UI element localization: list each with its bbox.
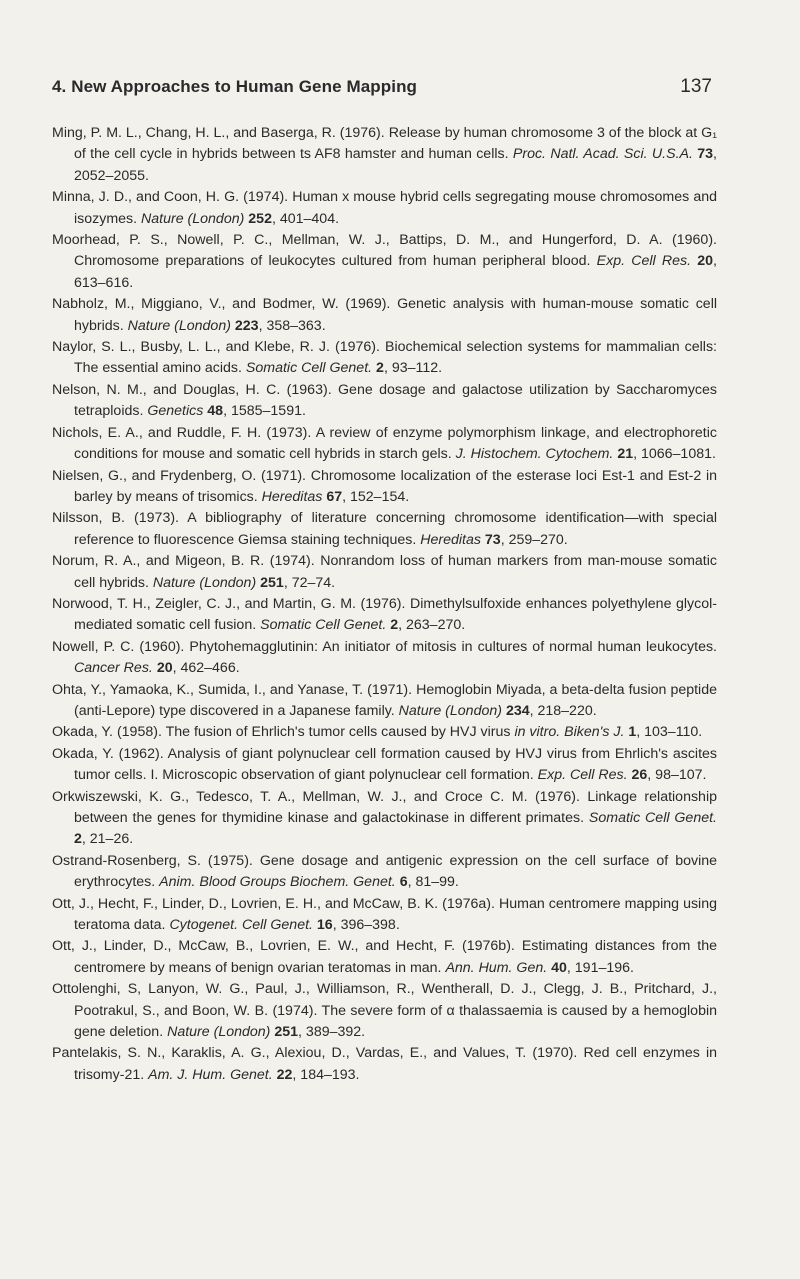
reference-entry	[52, 466, 717, 509]
reference-text: Minna, J. D., and Coon, H. G. (1974). Human x mouse hybrid cells segregating mouse chromosomes and isozymes.	[52, 189, 717, 227]
reference-entry	[52, 380, 717, 423]
reference-entry	[52, 787, 717, 851]
reference-entry	[52, 594, 717, 637]
page-range: , 72–74.	[283, 574, 336, 591]
reference-text: Moorhead, P. S., Nowell, P. C., Mellman, W. J., Battips, D. M., and Hungerford, D. A. (1960). Chromosome preparations of leukocytes cultured from human peripheral blood.	[52, 232, 717, 270]
reference-entry	[52, 979, 717, 1043]
reference-entry	[52, 744, 717, 787]
reference-text: Nilsson, B. (1973). A bibliography of literature concerning chromosome identification—with special reference to fluorescence Giemsa staining techniques.	[52, 510, 717, 548]
running-title: 4. New Approaches to Human Gene Mapping	[52, 77, 418, 96]
journal-name: Am. J. Hum. Genet.	[148, 1066, 273, 1083]
journal-name: in vitro. Biken's J.	[514, 724, 625, 741]
reference-text: Ming, P. M. L., Chang, H. L., and Baserga, R. (1976). Release by human chromosome 3 of the block at G₁ of the cell cycle in hybrids between ts AF8 hamster and human cells.	[52, 125, 717, 163]
reference-text: Nielsen, G., and Frydenberg, O. (1971). Chromosome localization of the esterase loci Est-1 and Est-2 in barley by means of trisomics.	[52, 467, 717, 505]
volume-number: 252	[248, 210, 272, 227]
volume-number: 20	[697, 253, 714, 270]
journal-name: Ann. Hum. Gen.	[445, 959, 548, 976]
page-range: , 1066–1081.	[633, 446, 716, 463]
reference-entry	[52, 187, 717, 230]
journal-name: Genetics	[147, 403, 204, 420]
volume-number: 40	[551, 959, 567, 976]
reference-text: Ott, J., Hecht, F., Linder, D., Lovrien, E. H., and McCaw, B. K. (1976a). Human centromere mapping using teratoma data.	[52, 895, 717, 934]
journal-name: Somatic Cell Genet.	[260, 617, 387, 634]
reference-text: Nabholz, M., Miggiano, V., and Bodmer, W. (1969). Genetic analysis with human-mouse somatic cell hybrids.	[52, 296, 717, 334]
page-range: , 184–193.	[292, 1066, 360, 1083]
volume-number: 16	[316, 917, 333, 934]
reference-text: Orkwiszewski, K. G., Tedesco, T. A., Mellman, W. J., and Croce C. M. (1976). Linkage relationship between the genes for thymidine kinase and galactokinase in different primates.	[52, 788, 717, 826]
reference-entry	[52, 423, 717, 466]
volume-number: 73	[484, 531, 501, 548]
reference-entry	[52, 851, 717, 894]
reference-entry	[52, 637, 717, 680]
page-number: 137	[680, 76, 712, 97]
journal-name: Nature (London)	[152, 574, 257, 591]
page-range: , 259–270.	[500, 531, 568, 548]
page-range: , 81–99.	[407, 874, 459, 891]
reference-text: Ott, J., Linder, D., McCaw, B., Lovrien, E. W., and Hecht, F. (1976b). Estimating distances from the centromere by means of benign ovarian teratomas in man.	[52, 938, 717, 976]
page-range: , 218–220.	[529, 702, 597, 719]
journal-name: Nature (London)	[398, 702, 502, 719]
volume-number: 22	[276, 1066, 293, 1083]
volume-number: 73	[697, 146, 714, 163]
page-range: , 191–196.	[566, 959, 634, 976]
reference-text: Ostrand-Rosenberg, S. (1975). Gene dosage and antigenic expression on the cell surface of bovine erythrocytes.	[52, 852, 717, 891]
reference-entry	[52, 680, 717, 723]
volume-number: 2	[390, 617, 399, 634]
page-range: , 462–466.	[172, 660, 240, 677]
volume-number: 2	[376, 360, 384, 377]
page-range: , 358–363.	[258, 317, 326, 334]
volume-number: 21	[617, 446, 634, 463]
volume-number: 251	[260, 574, 284, 591]
volume-number: 1	[628, 724, 637, 741]
reference-text: Pantelakis, S. N., Karaklis, A. G., Alexiou, D., Vardas, E., and Values, T. (1970). Red cell enzymes in trisomy-21.	[52, 1045, 717, 1083]
reference-entry	[52, 894, 717, 937]
volume-number: 223	[234, 317, 259, 334]
reference-text: Norwood, T. H., Zeigler, C. J., and Martin, G. M. (1976). Dimethylsulfoxide enhances polyethylene glycol-mediated somatic cell fusion.	[52, 595, 717, 634]
page-range: , 613–616.	[74, 253, 717, 291]
journal-name: Proc. Natl. Acad. Sci. U.S.A.	[512, 146, 693, 163]
reference-entry	[52, 337, 717, 380]
journal-name: Exp. Cell Res.	[537, 767, 628, 784]
page-range: , 263–270.	[398, 617, 466, 634]
reference-text: Nichols, E. A., and Ruddle, F. H. (1973). A review of enzyme polymorphism linkage, and electrophoretic conditions for mouse and somatic cell hybrids in starch gels.	[52, 424, 717, 463]
page-range: , 396–398.	[332, 917, 400, 934]
reference-text: Naylor, S. L., Busby, L. L., and Klebe, R. J. (1976). Biochemical selection systems for mammalian cells: The essential amino acids.	[52, 339, 717, 377]
reference-text: Nelson, N. M., and Douglas, H. C. (1963). Gene dosage and galactose utilization by Saccharomyces tetraploids.	[52, 381, 717, 420]
reference-list	[52, 123, 717, 1086]
reference-entry	[52, 551, 717, 594]
reference-entry	[52, 294, 717, 337]
journal-name: Nature (London)	[127, 317, 231, 334]
page-range: , 2052–2055.	[74, 146, 717, 184]
volume-number: 251	[274, 1024, 299, 1041]
volume-number: 6	[399, 874, 408, 891]
volume-number: 20	[156, 660, 173, 677]
reference-text: Ohta, Y., Yamaoka, K., Sumida, I., and Yanase, T. (1971). Hemoglobin Miyada, a beta-delta fusion peptide (anti-Lepore) type discovered in a Japanese family.	[52, 681, 717, 719]
page-range: , 93–112.	[383, 360, 443, 377]
volume-number: 67	[326, 488, 343, 505]
reference-entry	[52, 508, 717, 551]
journal-name: Cancer Res.	[74, 660, 153, 677]
journal-name: Hereditas	[261, 488, 323, 505]
reference-text: Okada, Y. (1958). The fusion of Ehrlich's tumor cells caused by HVJ virus	[52, 724, 515, 741]
reference-text: Okada, Y. (1962). Analysis of giant polynuclear cell formation caused by HVJ virus from Ehrlich's ascites tumor cells. I. Microscopic observation of giant polynuclear cell formation.	[52, 745, 717, 784]
journal-name: Exp. Cell Res.	[596, 253, 692, 270]
journal-name: Anim. Blood Groups Biochem. Genet.	[159, 874, 396, 891]
journal-name: Nature (London)	[167, 1024, 271, 1041]
journal-name: Hereditas	[420, 531, 481, 548]
page-range: , 98–107.	[647, 767, 707, 784]
reference-entry	[52, 936, 717, 979]
volume-number: 234	[505, 702, 530, 719]
page-header	[52, 76, 712, 98]
page-range: , 401–404.	[271, 210, 340, 227]
reference-entry	[52, 230, 717, 294]
page-range: , 1585–1591.	[223, 403, 306, 420]
reference-text: Ottolenghi, S, Lanyon, W. G., Paul, J., Williamson, R., Wentherall, D. J., Clegg, J. B., Pritchard, J., Pootrakul, S., and Boon, W. B. (1974). The severe form of α thalassaemia is caused by a hemoglobin gene deletion.	[52, 981, 717, 1041]
journal-name: Cytogenet. Cell Genet.	[169, 917, 313, 934]
reference-text: Nowell, P. C. (1960). Phytohemagglutinin: An initiator of mitosis in cultures of normal human leukocytes.	[52, 638, 717, 655]
journal-name: Somatic Cell Genet.	[588, 810, 717, 826]
page-range: , 152–154.	[342, 488, 410, 505]
volume-number: 2	[74, 831, 82, 848]
reference-entry	[52, 1043, 717, 1086]
journal-name: J. Histochem. Cytochem.	[455, 446, 614, 463]
page-range: , 389–392.	[298, 1024, 366, 1041]
volume-number: 26	[631, 767, 648, 784]
reference-entry	[52, 123, 717, 187]
reference-entry	[52, 722, 717, 743]
page-range: , 103–110.	[636, 724, 703, 741]
page-range: , 21–26.	[81, 831, 134, 848]
volume-number: 48	[207, 403, 224, 420]
journal-name: Somatic Cell Genet.	[245, 360, 373, 377]
reference-text: Norum, R. A., and Migeon, B. R. (1974). Nonrandom loss of human markers from man-mouse somatic cell hybrids.	[52, 553, 717, 591]
journal-name: Nature (London)	[141, 210, 245, 227]
